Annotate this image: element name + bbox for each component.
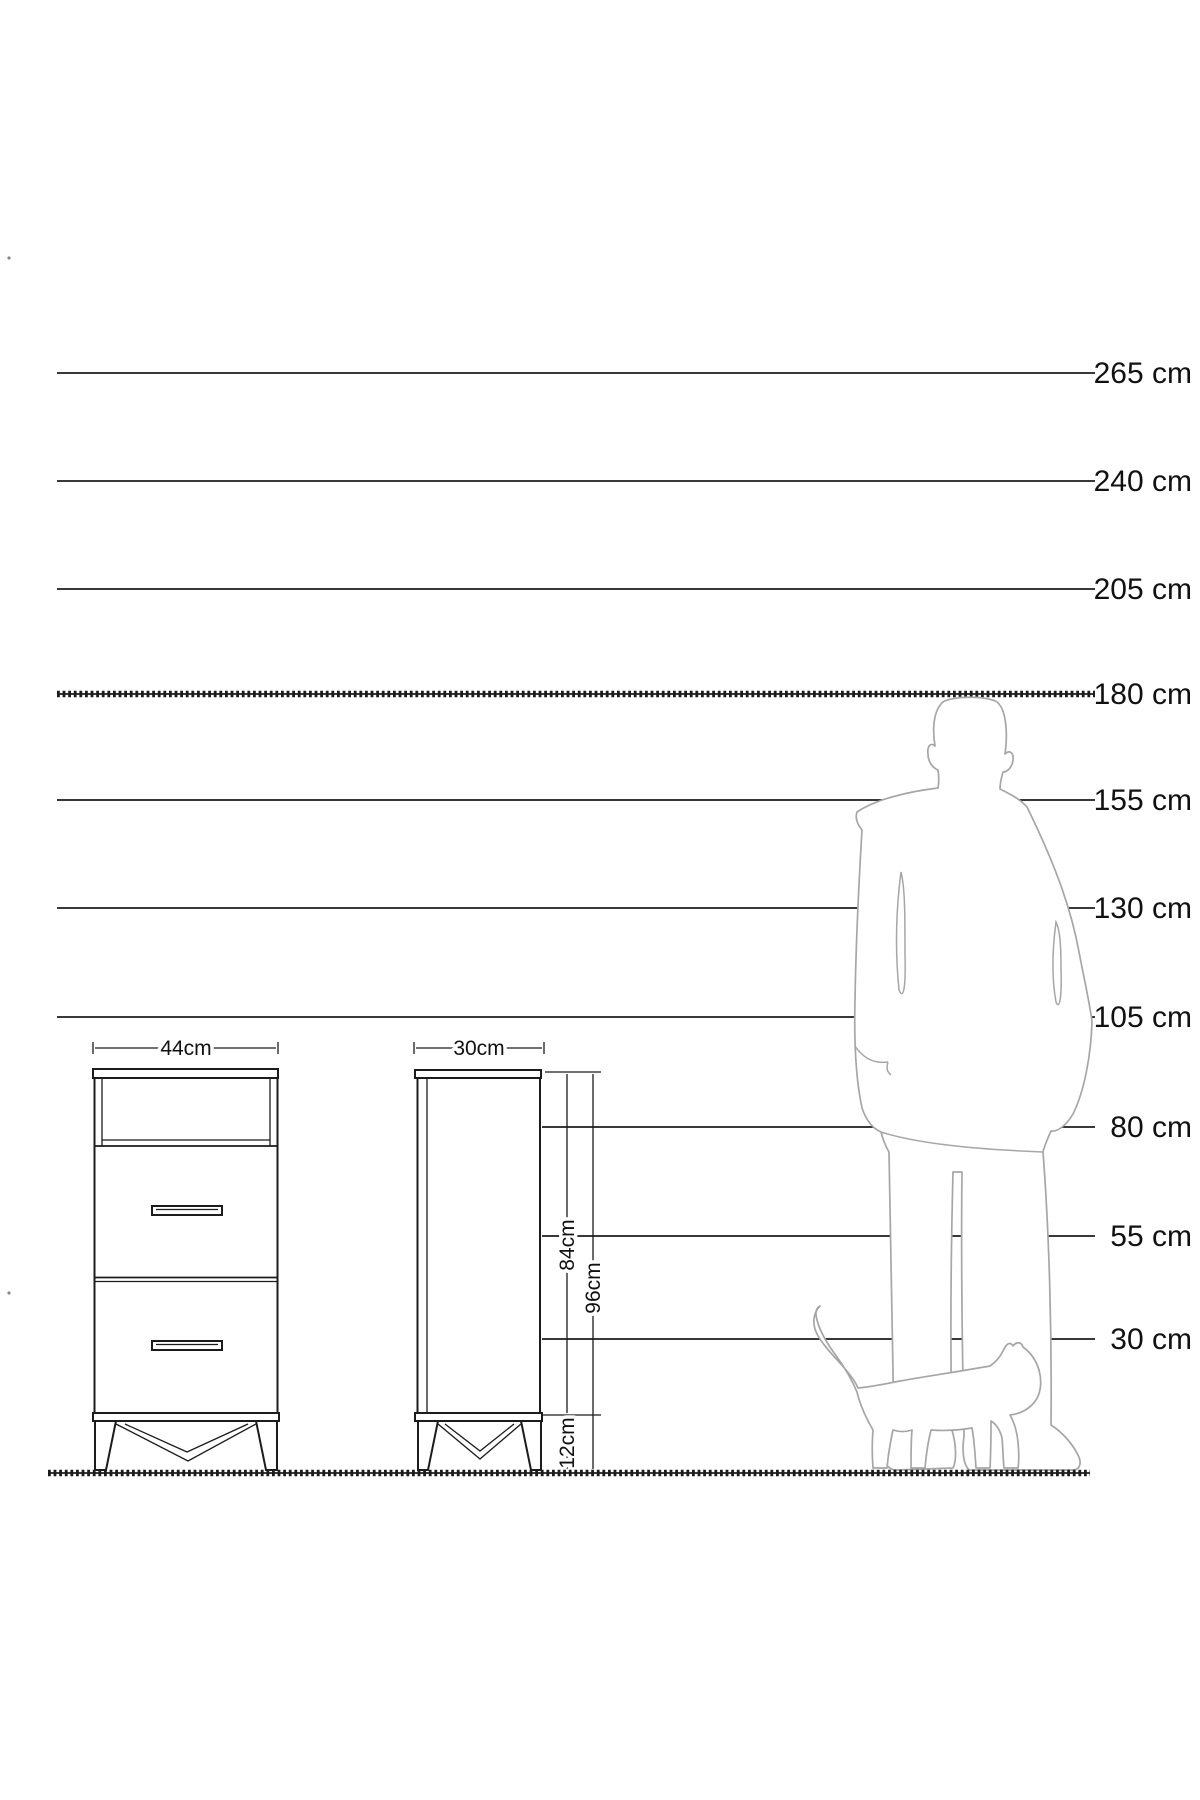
height-label-30: 30 cm — [1110, 1323, 1192, 1356]
man-figure — [855, 697, 1092, 1470]
cabinet-top-plate — [93, 1069, 278, 1078]
side-depth-label: 30cm — [453, 1037, 505, 1060]
height-label-265: 265 cm — [1093, 357, 1192, 390]
front-width-label: 44cm — [160, 1037, 212, 1060]
man-figure-outline — [855, 697, 1092, 1470]
cabinet-base-plate — [93, 1413, 279, 1421]
cabinet-side-body — [418, 1078, 541, 1413]
height-labels — [1094, 357, 1192, 1356]
cabinet-body — [95, 1078, 278, 1413]
speck-artifact — [7, 256, 10, 259]
drawer-handle — [152, 1341, 222, 1350]
height-label-180: 180 cm — [1093, 678, 1192, 711]
cabinet-side-top-plate — [415, 1070, 541, 1078]
drawer-handle — [152, 1206, 222, 1215]
cabinet-leg — [521, 1421, 541, 1470]
height-label-80: 80 cm — [1110, 1111, 1192, 1144]
height-label-205: 205 cm — [1093, 573, 1192, 606]
height-label-130: 130 cm — [1093, 892, 1192, 925]
height-label-240: 240 cm — [1093, 465, 1192, 498]
nightstand-front-view — [93, 1069, 279, 1470]
speck-artifact — [7, 1291, 10, 1294]
total-height-label: 96cm — [582, 1262, 605, 1314]
body-height-label: 84cm — [556, 1219, 579, 1271]
height-label-55: 55 cm — [1110, 1220, 1192, 1253]
leg-brace — [438, 1424, 521, 1459]
height-label-105: 105 cm — [1093, 1001, 1192, 1034]
leg-height-label: 12cm — [556, 1417, 579, 1469]
cabinet-leg — [256, 1421, 277, 1470]
cabinet-leg — [95, 1421, 116, 1470]
nightstand-side-view — [415, 1070, 542, 1470]
cabinet-side-base-plate — [415, 1413, 542, 1421]
cabinet-leg — [418, 1421, 438, 1470]
height-label-155: 155 cm — [1093, 784, 1192, 817]
leg-brace-back — [445, 1424, 514, 1451]
